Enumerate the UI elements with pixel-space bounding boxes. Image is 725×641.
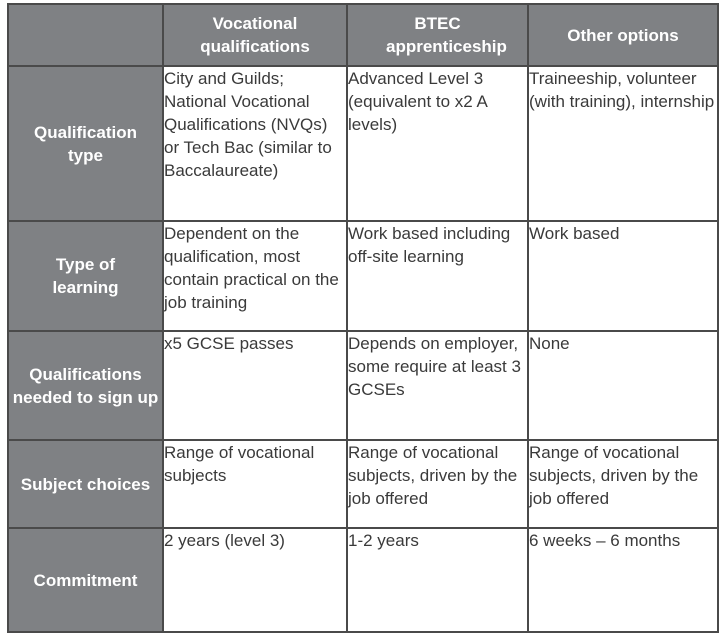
row-header: Qualification type	[8, 66, 163, 221]
table-row	[8, 66, 718, 221]
table-cell: Range of vocational subjects	[163, 440, 347, 528]
table-cell: Work based including off-site learning	[347, 221, 528, 331]
table-cell: 6 weeks – 6 months	[528, 528, 718, 632]
column-header-btec: BTEC apprenticeship	[347, 4, 528, 66]
table-cell: x5 GCSE passes	[163, 331, 347, 440]
table-header-row	[8, 4, 718, 66]
table-cell: Traineeship, volunteer (with training), internship	[528, 66, 718, 221]
table-cell: Depends on employer, some require at least 3 GCSEs	[347, 331, 528, 440]
table-row	[8, 331, 718, 440]
row-header: Commitment	[8, 528, 163, 632]
table-row	[8, 221, 718, 331]
row-header: Subject choices	[8, 440, 163, 528]
row-header: Type of learning	[8, 221, 163, 331]
table-corner-cell	[8, 4, 163, 66]
column-header-other: Other options	[528, 4, 718, 66]
table-row	[8, 528, 718, 632]
table-cell: 1-2 years	[347, 528, 528, 632]
table-cell: Work based	[528, 221, 718, 331]
table-cell: Range of vocational subjects, driven by the job offered	[347, 440, 528, 528]
comparison-table	[7, 3, 719, 633]
table-cell: Dependent on the qualification, most contain practical on the job training	[163, 221, 347, 331]
table-cell: Advanced Level 3 (equivalent to x2 A levels)	[347, 66, 528, 221]
table-cell: None	[528, 331, 718, 440]
table-cell: City and Guilds; National Vocational Qualifications (NVQs) or Tech Bac (similar to Baccalaureate)	[163, 66, 347, 221]
table-row	[8, 440, 718, 528]
table-cell: 2 years (level 3)	[163, 528, 347, 632]
row-header: Qualifications needed to sign up	[8, 331, 163, 440]
column-header-vocational: Vocational qualifications	[163, 4, 347, 66]
table-cell: Range of vocational subjects, driven by the job offered	[528, 440, 718, 528]
